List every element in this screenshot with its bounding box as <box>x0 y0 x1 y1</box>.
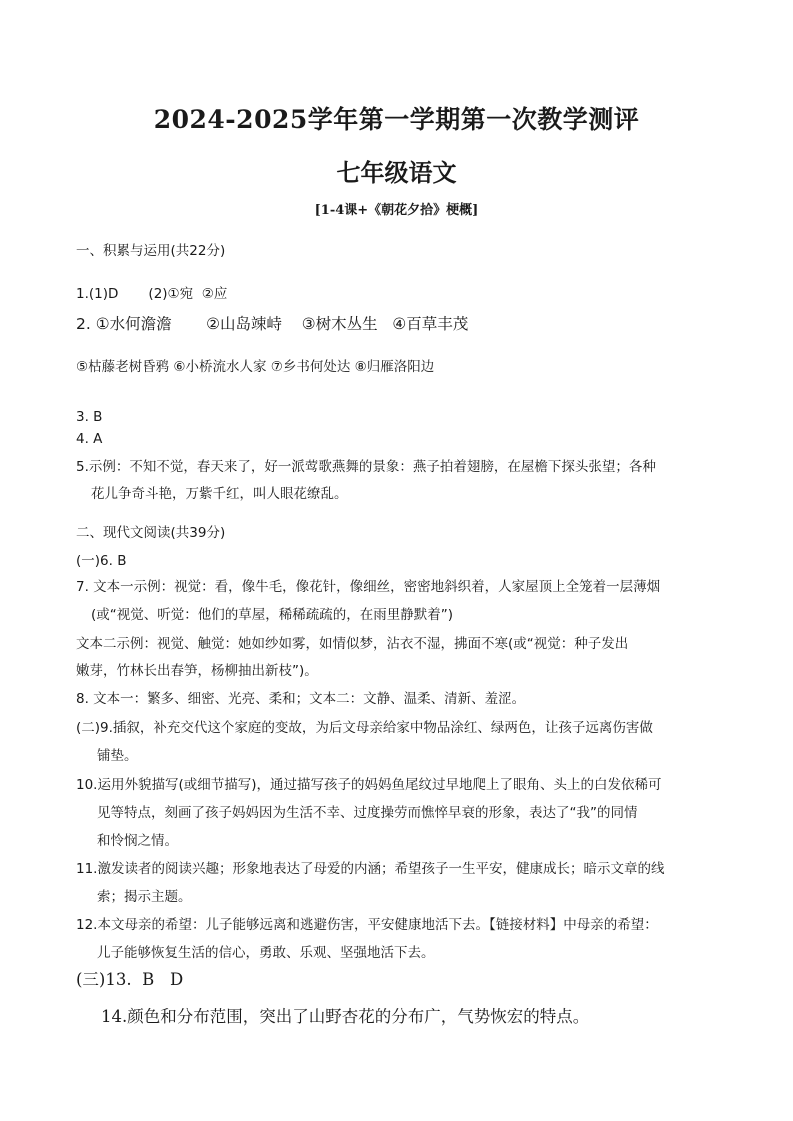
answer-line-q10b: 见等特点，刻画了孩子妈妈因为生活不幸、过度操劳而憔悴早衰的形象，表达了“我”的同情 <box>97 805 638 821</box>
answer-line-q7a: 7. 文本一示例：视觉：看，像牛毛，像花针，像细丝，密密地斜织着，人家屋顶上全笼着一层薄烟 <box>76 579 661 595</box>
section-heading-1: 一、积累与运用(共22分) <box>76 243 226 259</box>
answer-line-q8: 8. 文本一：繁多、细密、光亮、柔和；文本二：文静、温柔、清新、羞涩。 <box>76 691 526 707</box>
answer-line-q2b: ⑤枯藤老树昏鸦 ⑥小桥流水人家 ⑦乡书何处达 ⑧归雁洛阳边 <box>76 359 435 375</box>
answer-line-q9a: (二)9.插叙，补充交代这个家庭的变故，为后文母亲给家中物品涂红、绿两色，让孩子远离伤害做 <box>76 720 653 736</box>
answer-line-q10a: 10.运用外貌描写(或细节描写)，通过描写孩子的妈妈鱼尾纹过早地爬上了眼角、头上的白发依稀可 <box>76 777 662 793</box>
answer-line-q4: 4. A <box>76 431 103 447</box>
page-title: 2024-2025学年第一学期第一次教学测评 <box>153 105 640 134</box>
answer-line-q3: 3. B <box>76 409 103 425</box>
answer-line-q5b: 花儿争奇斗艳，万紫千红，叫人眼花缭乱。 <box>91 486 348 502</box>
answer-line-q1: 1.(1)D (2)①宛 ②应 <box>76 286 228 302</box>
answer-line-q13: (三)13. B D <box>76 970 184 989</box>
section-heading-2: 二、现代文阅读(共39分) <box>76 525 226 541</box>
answer-line-q12b: 儿子能够恢复生活的信心，勇敢、乐观、坚强地活下去。 <box>97 945 435 961</box>
answer-line-q5a: 5.示例：不知不觉，春天来了，好一派莺歌燕舞的景象：燕子拍着翅膀，在屋檐下探头张望；各种 <box>76 459 656 475</box>
answer-line-q10c: 和怜悯之情。 <box>97 833 178 849</box>
answer-line-q11b: 索；揭示主题。 <box>97 889 192 905</box>
answer-line-q2a: 2. ①水何澹澹 ②山岛竦峙 ③树木丛生 ④百草丰茂 <box>76 315 469 333</box>
answer-line-q9b: 铺垫。 <box>97 748 138 764</box>
answer-line-q14: 14.颜色和分布范围，突出了山野杏花的分布广，气势恢宏的特点。 <box>101 1007 590 1026</box>
answer-line-q11a: 11.激发读者的阅读兴趣；形象地表达了母爱的内涵；希望孩子一生平安，健康成长；暗示文章的线 <box>76 861 665 877</box>
answer-line-q12a: 12.本文母亲的希望：儿子能够远离和逃避伤害，平安健康地活下去。【链接材料】中母亲的希望： <box>76 917 658 933</box>
answer-line-q6: (一)6. B <box>76 553 127 569</box>
answer-line-q7d: 嫩芽，竹林长出春笋，杨柳抽出新枝”)。 <box>76 663 318 679</box>
page-subtitle: 七年级语文 <box>336 158 457 187</box>
exam-scope: [1-4课+《朝花夕拾》梗概] <box>314 203 479 218</box>
answer-line-q7c: 文本二示例：视觉、触觉：她如纱如雾，如情似梦，沾衣不湿，拂面不寒(或“视觉：种子发出 <box>76 636 629 652</box>
answer-line-q7b: (或“视觉、听觉：他们的草屋，稀稀疏疏的，在雨里静默着”) <box>91 607 454 623</box>
